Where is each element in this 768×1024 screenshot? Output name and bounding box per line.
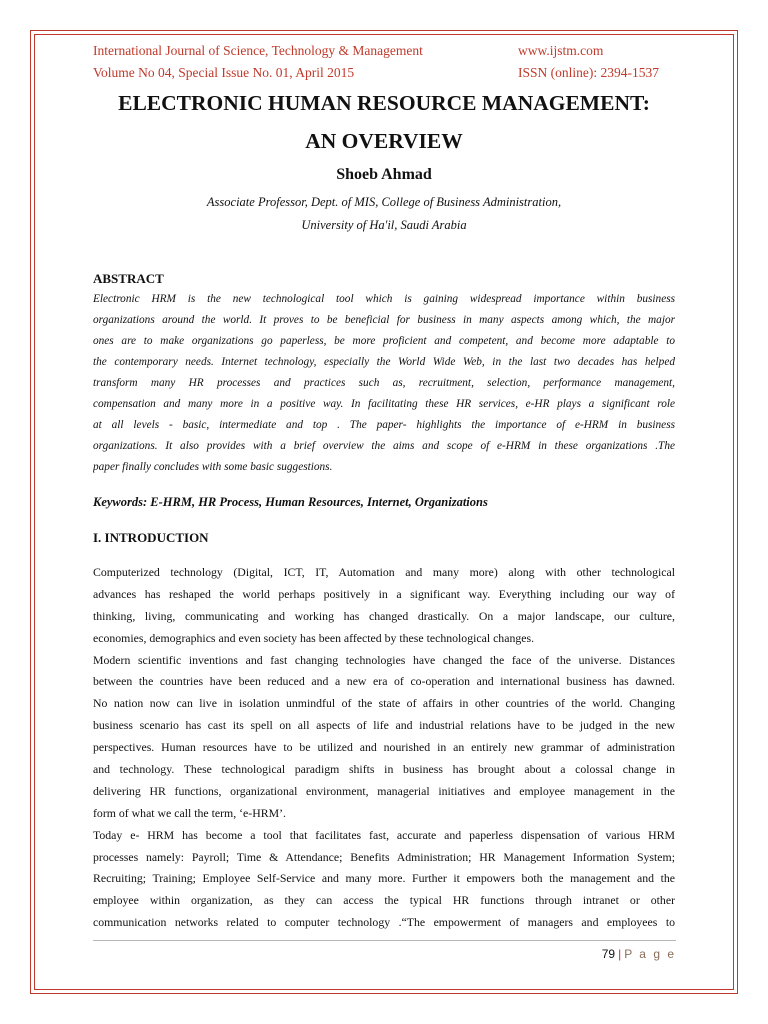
abstract-line: the contemporary needs. Internet technology, especially the World Wide Web, in the last two decades has helped xyxy=(93,356,675,368)
intro-line: business scenario has cast its spell on all aspects of life and industrial relations have to be judged in the new xyxy=(93,718,675,733)
intro-line: No nation now can live in isolation unmindful of the state of affairs in other countries of the world. Changing xyxy=(93,696,675,711)
intro-body xyxy=(93,562,675,934)
intro-line: perspectives. Human resources have to be utilized and nourished in an entirely new grammar of administration xyxy=(93,740,675,755)
intro-line: Modern scientific inventions and fast changing technologies have changed the face of the universe. Distances xyxy=(93,652,675,667)
intro-line: communication networks related to computer technology .“The empowerment of managers and employees to xyxy=(93,915,675,930)
paper-title-line1: ELECTRONIC HUMAN RESOURCE MANAGEMENT: xyxy=(118,91,650,115)
intro-line: employee within organization, as they can access the typical HR functions through intranet or other xyxy=(93,893,675,908)
author-name: Shoeb Ahmad xyxy=(336,166,432,183)
intro-line: Today e- HRM has become a tool that facilitates fast, accurate and paperless dispensation of various HRM xyxy=(93,827,675,842)
intro-heading: I. INTRODUCTION xyxy=(93,530,209,545)
abstract-line: paper finally concludes with some basic suggestions. xyxy=(93,461,333,473)
intro-line: Recruiting; Training; Employee Self-Service and many more. Further it empowers both the management and the xyxy=(93,871,675,886)
affiliation-line2: University of Ha'il, Saudi Arabia xyxy=(301,218,467,232)
journal-issn: ISSN (online): 2394-1537 xyxy=(518,65,659,80)
keywords-text: : E-HRM, HR Process, Human Resources, Internet, Organizations xyxy=(143,495,488,509)
intro-line: thinking, living, communicating and working has changed drastically. On a major landscape, our culture, xyxy=(93,608,675,623)
intro-line: and technology. These technological paradigm shifts in business has brought about a colossal change in xyxy=(93,762,675,777)
abstract-line: transform many HR processes and practices such as, recruitment, selection, performance management, xyxy=(93,377,675,389)
intro-line: Computerized technology (Digital, ICT, IT, Automation and many more) along with other technological xyxy=(93,565,675,579)
abstract-body xyxy=(93,289,675,478)
affiliation-line1: Associate Professor, Dept. of MIS, College of Business Administration, xyxy=(206,195,562,209)
journal-volume-row xyxy=(93,65,673,81)
abstract-line: Electronic HRM is the new technological tool which is gaining widespread importance within business xyxy=(93,293,675,305)
keywords-label: Keywords xyxy=(93,495,143,509)
abstract-heading: ABSTRACT xyxy=(93,271,164,286)
intro-line: processes namely: Payroll; Time & Attendance; Benefits Administration; HR Management Information System; xyxy=(93,849,675,864)
intro-line: economies, demographics and even society has been affected by these technological changes. xyxy=(93,630,535,645)
journal-website[interactable]: www.ijstm.com xyxy=(518,43,604,58)
intro-line: between the countries have been reduced and a new era of co-operation and international business has dawned. xyxy=(93,674,675,689)
page-separator: | xyxy=(618,947,622,961)
page-number: 79 xyxy=(601,947,616,961)
abstract-line: compensation and many more in a positive way. In facilitating these HR services, e-HR plays a significant role xyxy=(93,398,675,410)
keywords-line xyxy=(93,494,488,510)
journal-header-row xyxy=(93,43,673,59)
page-footer xyxy=(578,947,676,961)
abstract-line: organizations. It also provides with a brief overview the aims and scope of e-HRM in these organizations .The xyxy=(93,440,675,452)
journal-name: International Journal of Science, Technology & Management xyxy=(93,43,423,58)
paper-title-line2: AN OVERVIEW xyxy=(305,129,463,153)
journal-volume: Volume No 04, Special Issue No. 01, April 2015 xyxy=(93,65,355,80)
footer-divider xyxy=(93,940,676,941)
intro-line: delivering HR functions, organizational environment, managerial initiatives and employee management in the xyxy=(93,783,675,798)
page-word: P a g e xyxy=(624,947,676,961)
abstract-line: ones are to make organizations go paperless, be more proficient and competent, and become more adaptable to xyxy=(93,335,675,347)
abstract-line: organizations around the world. It proves to be beneficial for business in many aspects among which, the major xyxy=(93,314,675,326)
abstract-line: at all levels - basic, intermediate and top . The paper- highlights the importance of e-HRM in business xyxy=(93,419,675,431)
intro-line: advances has reshaped the world perhaps positively in a significant way. Everything including our way of xyxy=(93,586,675,601)
intro-line: form of what we call the term, ‘e-HRM’. xyxy=(93,805,286,820)
